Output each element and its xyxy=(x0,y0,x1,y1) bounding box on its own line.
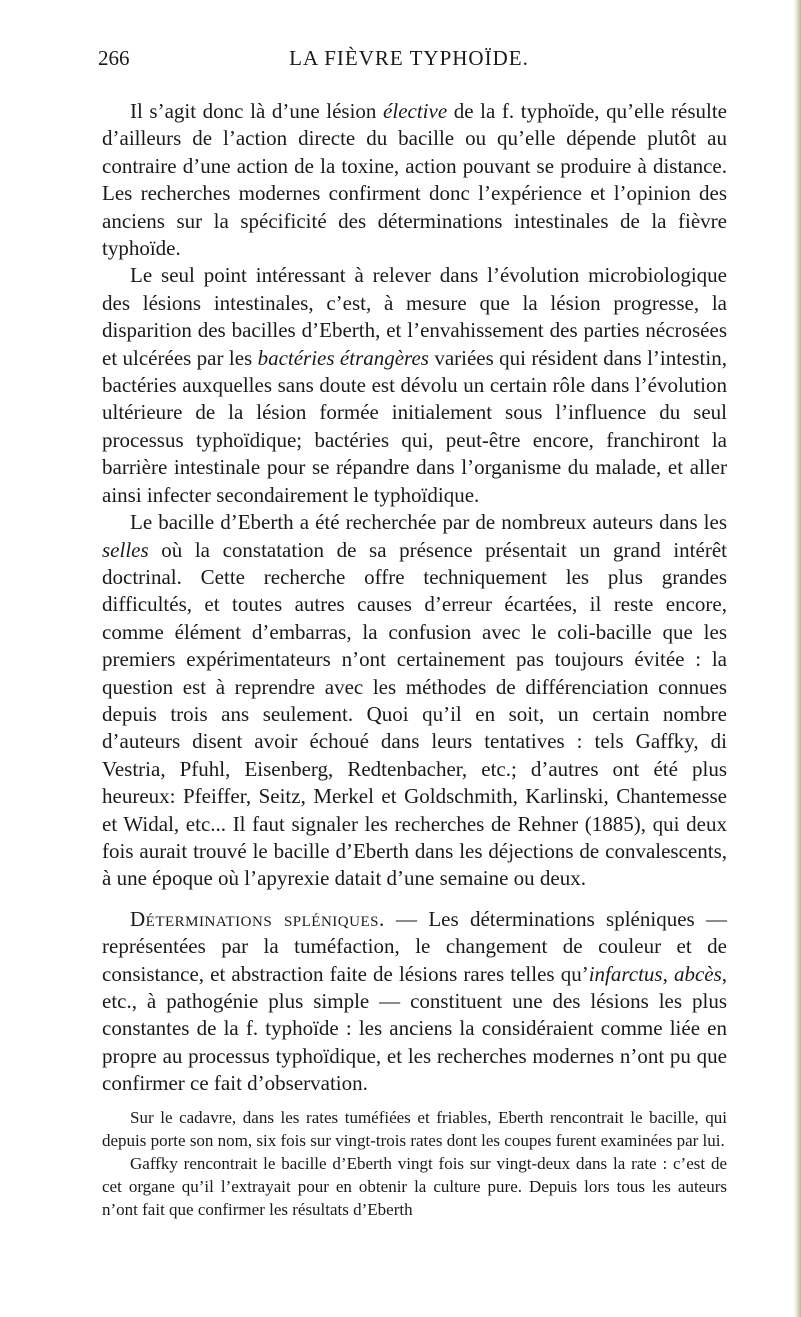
running-title: LA FIÈVRE TYPHOÏDE. xyxy=(289,46,529,70)
page-body xyxy=(102,98,727,1221)
section-heading: Déterminations spléniques. xyxy=(130,906,385,931)
paragraph-2: Le seul point intéressant à relever dans l’évolution microbiologique des lésions intestinales, c’est, à mesure que la lésion progresse, la disparition des bacilles d’Eberth, et l’envahissement des parties nécrosées et ulcérées par les bactéries étrangères variées qui résident dans l’intestin, bactéries auxquelles sans doute est dévolu un certain rôle dans l’évolution ultérieure de la lésion formée initialement sous l’influence du seul processus typhoïdique; bactéries qui, peut-être encore, franchiront la barrière intestinale pour se répandre dans l’organisme du malade, et aller ainsi infecter secondairement le typhoïdique. xyxy=(102,263,727,507)
note-paragraph-1: Sur le cadavre, dans les rates tuméfiées et friables, Eberth rencontrait le bacille, qui depuis porte son nom, six fois sur vingt-trois rates dont les coupes furent examinées par lui. xyxy=(102,1107,727,1150)
section-spacer xyxy=(102,893,727,906)
paragraph-4: Déterminations spléniques. — Les déterminations spléniques — représentées par la tuméfaction, le changement de couleur et de consistance, et abstraction faite de lésions rares telles qu’infarctus, abcès, etc., à pathogénie plus simple — constituent une des lésions les plus constantes de la f. typhoïde : les anciens la considéraient comme liée en propre au processus typhoïdique, et les recherches modernes n’ont pu que confirmer ce fait d’observation. xyxy=(102,906,728,1096)
page-header xyxy=(98,46,720,76)
emphasis: bactéries étrangères xyxy=(257,345,429,370)
emphasis: infarctus xyxy=(588,961,663,986)
paragraph-3: Le bacille d’Eberth a été recherchée par de nombreux auteurs dans les selles où la constatation de sa présence présentait un grand intérêt doctrinal. Cette recherche offre techniquement les plus grandes difficultés, et toutes autres causes d’erreur écartées, il reste encore, comme élément d’embarras, la confusion avec le coli-bacille que les premiers expérimentateurs n’ont certainement pas toujours évitée : la question est à reprendre avec les méthodes de différenciation connues depuis trois ans seulement. Quoi qu’il en soit, un certain nombre d’auteurs disent avoir échoué dans leurs tentatives : tels Gaffky, di Vestria, Pfuhl, Eisenberg, Redtenbacher, etc.; d’autres ont été plus heureux: Pfeiffer, Seitz, Merkel et Goldschmith, Karlinski, Chantemesse et Widal, etc... Il faut signaler les recherches de Rehner (1885), qui deux fois aurait trouvé le bacille d’Eberth dans les déjections de convalescents, à une époque où l’apyrexie datait d’une semaine ou deux. xyxy=(102,510,727,891)
page-edge xyxy=(793,0,801,1317)
paragraph-1: Il s’agit donc là d’une lésion élective de la f. typhoïde, qu’elle résulte d’ailleurs de l’action directe du bacille ou qu’elle dépende plutôt au contraire d’une action de la toxine, action pouvant se produire à distance. Les recherches modernes confirment donc l’expérience et l’opinion des anciens sur la spécificité des déterminations intestinales de la fièvre typhoïde. xyxy=(102,99,727,261)
emphasis: selles xyxy=(102,537,149,562)
page-number: 266 xyxy=(98,46,130,70)
emphasis: élective xyxy=(383,99,448,123)
emphasis: abcès xyxy=(673,961,722,986)
note-paragraph-2: Gaffky rencontrait le bacille d’Eberth vingt fois sur vingt-deux dans la rate : c’est de cet organe qu’il l’extrayait pour en obtenir la culture pure. Depuis lors tous les auteurs n’ont fait que confirmer les résultats d’Eberth xyxy=(102,1153,727,1219)
